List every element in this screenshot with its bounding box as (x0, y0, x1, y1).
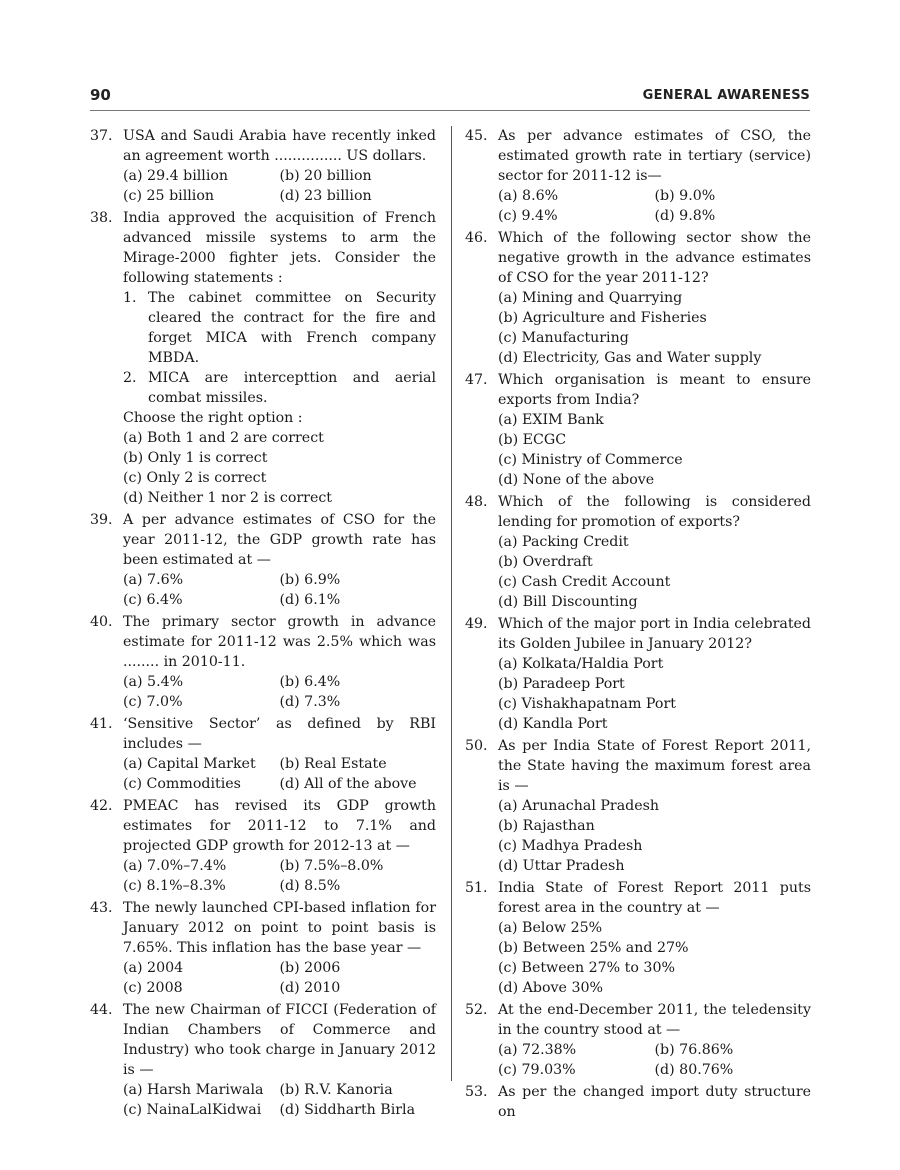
options-list (123, 754, 436, 794)
question-number: 40. (90, 614, 113, 630)
question-text: The primary sector growth in advance estimate for 2011-12 was 2.5% which was ........ in 2010-11. (123, 614, 436, 670)
option: (b) 7.5%–8.0% (279, 858, 384, 874)
question-item (465, 228, 811, 368)
option: (b) 76.86% (654, 1042, 734, 1058)
question-number: 51. (465, 880, 488, 896)
option: (c) 7.0% (123, 694, 183, 710)
options-row (123, 958, 436, 978)
option: (c) NainaLalKidwai (123, 1102, 262, 1118)
option: (c) Between 27% to 30% (498, 960, 675, 976)
options-row (123, 1080, 436, 1100)
statement-text: MICA are intercepttion and aerial combat missiles. (148, 370, 436, 406)
options-list (123, 1080, 436, 1120)
option: (a) 72.38% (498, 1042, 577, 1058)
question-text: ‘Sensitive Sector’ as defined by RBI includes — (123, 716, 436, 752)
option: (a) 5.4% (123, 674, 184, 690)
options-list (123, 672, 436, 712)
options-list (498, 532, 811, 612)
option: (d) 9.8% (654, 208, 716, 224)
question-item (90, 796, 436, 896)
statement-item (123, 288, 436, 368)
option: (c) Cash Credit Account (498, 574, 671, 590)
question-text: At the end-December 2011, the teledensity in the country stood at — (498, 1002, 811, 1038)
option: (a) 8.6% (498, 188, 559, 204)
option: (d) All of the above (279, 776, 417, 792)
question-number: 49. (465, 616, 488, 632)
options-list (123, 570, 436, 610)
question-text: India approved the acquisition of French advanced missile systems to arm the Mirage-2000 fighter jets. Consider the following statements : (123, 210, 436, 286)
option: (b) 9.0% (654, 188, 716, 204)
option: (b) Agriculture and Fisheries (498, 310, 707, 326)
options-row (123, 590, 436, 610)
options-list (498, 918, 811, 998)
question-item (465, 1000, 811, 1080)
question-number: 41. (90, 716, 113, 732)
question-item (465, 370, 811, 490)
question-item (465, 492, 811, 612)
option: (b) Overdraft (498, 554, 593, 570)
question-text: A per advance estimates of CSO for the year 2011-12, the GDP growth rate has been estimated at — (123, 512, 436, 568)
page-header (90, 86, 810, 111)
options-row (123, 774, 436, 794)
option: (d) Neither 1 nor 2 is correct (123, 490, 333, 506)
option: (d) Uttar Pradesh (498, 858, 625, 874)
options-row (498, 1040, 811, 1060)
option: (d) Electricity, Gas and Water supply (498, 350, 762, 366)
question-item (90, 612, 436, 712)
option: (a) Harsh Mariwala (123, 1082, 264, 1098)
option: (c) 9.4% (498, 208, 558, 224)
option: (b) Only 1 is correct (123, 450, 268, 466)
option: (b) ECGC (498, 432, 567, 448)
options-row (498, 206, 811, 226)
question-text: As per India State of Forest Report 2011, the State having the maximum forest area is — (498, 738, 811, 794)
option: (b) Real Estate (279, 756, 387, 772)
options-row (123, 692, 436, 712)
option: (a) Capital Market (123, 756, 256, 772)
question-instruction: Choose the right option : (123, 410, 303, 426)
option: (d) 6.1% (279, 592, 341, 608)
question-text: Which of the major port in India celebrated its Golden Jubilee in January 2012? (498, 616, 811, 652)
options-list (498, 654, 811, 734)
option: (d) 23 billion (279, 188, 372, 204)
question-item (90, 1000, 436, 1120)
option: (d) Kandla Port (498, 716, 608, 732)
question-item (90, 510, 436, 610)
option: (c) Manufacturing (498, 330, 629, 346)
option: (d) Bill Discounting (498, 594, 638, 610)
question-number: 47. (465, 372, 488, 388)
question-text: As per advance estimates of CSO, the estimated growth rate in tertiary (service) sector for 2011-12 is— (498, 128, 811, 184)
options-row (498, 186, 811, 206)
question-number: 53. (465, 1084, 488, 1100)
column-divider (451, 126, 452, 1081)
question-number: 50. (465, 738, 488, 754)
option: (b) Rajasthan (498, 818, 595, 834)
option: (c) 8.1%–8.3% (123, 878, 226, 894)
option: (a) 7.6% (123, 572, 184, 588)
options-row (123, 186, 436, 206)
question-item (465, 1082, 811, 1122)
option: (c) Only 2 is correct (123, 470, 267, 486)
question-text: The new Chairman of FICCI (Federation of Indian Chambers of Commerce and Industry) who took charge in January 2012 is — (123, 1002, 436, 1078)
options-list (498, 796, 811, 876)
options-row (123, 570, 436, 590)
options-row (123, 1100, 436, 1120)
options-list (123, 856, 436, 896)
option: (d) Above 30% (498, 980, 603, 996)
options-list (498, 410, 811, 490)
right-column (465, 126, 811, 1124)
option: (a) Arunachal Pradesh (498, 798, 660, 814)
question-text: PMEAC has revised its GDP growth estimates for 2011-12 to 7.1% and projected GDP growth for 2012-13 at — (123, 798, 436, 854)
options-row (123, 754, 436, 774)
option: (a) Both 1 and 2 are correct (123, 430, 324, 446)
option: (c) 6.4% (123, 592, 183, 608)
question-number: 42. (90, 798, 113, 814)
option: (c) Vishakhapatnam Port (498, 696, 676, 712)
option: (a) EXIM Bank (498, 412, 604, 428)
option: (c) Ministry of Commerce (498, 452, 683, 468)
question-item (90, 898, 436, 998)
question-number: 52. (465, 1002, 488, 1018)
statement-item (123, 368, 436, 408)
option: (a) 7.0%–7.4% (123, 858, 227, 874)
options-list (123, 958, 436, 998)
question-number: 46. (465, 230, 488, 246)
options-list (498, 288, 811, 368)
options-row (123, 672, 436, 692)
question-item (90, 208, 436, 508)
question-number: 48. (465, 494, 488, 510)
options-list (498, 1040, 811, 1080)
option: (c) 2008 (123, 980, 183, 996)
option: (b) 6.9% (279, 572, 341, 588)
options-list (123, 428, 436, 508)
option: (d) 8.5% (279, 878, 341, 894)
option: (b) 2006 (279, 960, 341, 976)
options-list (498, 186, 811, 226)
option: (a) Packing Credit (498, 534, 629, 550)
options-list (123, 166, 436, 206)
option: (c) 25 billion (123, 188, 214, 204)
question-text: USA and Saudi Arabia have recently inked an agreement worth ............... US dollars. (123, 128, 436, 164)
option: (d) 7.3% (279, 694, 341, 710)
option: (a) 29.4 billion (123, 168, 229, 184)
options-row (123, 166, 436, 186)
question-item (90, 714, 436, 794)
option: (b) Paradeep Port (498, 676, 625, 692)
question-number: 45. (465, 128, 488, 144)
question-number: 37. (90, 128, 113, 144)
option: (a) 2004 (123, 960, 184, 976)
question-number: 43. (90, 900, 113, 916)
option: (d) None of the above (498, 472, 655, 488)
option: (c) 79.03% (498, 1062, 576, 1078)
options-row (498, 1060, 811, 1080)
question-number: 38. (90, 210, 113, 226)
options-row (123, 876, 436, 896)
option: (b) 6.4% (279, 674, 341, 690)
options-row (123, 978, 436, 998)
option: (d) 2010 (279, 980, 341, 996)
statement-number: 1. (123, 290, 137, 306)
question-text: Which of the following is considered lending for promotion of exports? (498, 494, 811, 530)
question-number: 39. (90, 512, 113, 528)
question-item (465, 126, 811, 226)
question-number: 44. (90, 1002, 113, 1018)
page-number: 90 (90, 86, 111, 104)
option: (a) Kolkata/Haldia Port (498, 656, 664, 672)
question-text: Which organisation is meant to ensure exports from India? (498, 372, 811, 408)
question-text: The newly launched CPI-based inflation for January 2012 on point to point basis is 7.65%. This inflation has the base year — (123, 900, 436, 956)
option: (a) Mining and Quarrying (498, 290, 683, 306)
option: (c) Madhya Pradesh (498, 838, 643, 854)
question-item (90, 126, 436, 206)
option: (b) 20 billion (279, 168, 372, 184)
question-item (465, 736, 811, 876)
option: (d) 80.76% (654, 1062, 734, 1078)
option: (b) R.V. Kanoria (279, 1082, 393, 1098)
question-text: India State of Forest Report 2011 puts forest area in the country at — (498, 880, 811, 916)
option: (c) Commodities (123, 776, 241, 792)
option: (a) Below 25% (498, 920, 603, 936)
question-text: Which of the following sector show the negative growth in the advance estimates of CSO for the year 2011-12? (498, 230, 811, 286)
question-text: As per the changed import duty structure on (498, 1084, 811, 1120)
question-item (465, 878, 811, 998)
option: (b) Between 25% and 27% (498, 940, 689, 956)
options-row (123, 856, 436, 876)
left-column (90, 126, 436, 1122)
statement-text: The cabinet committee on Security cleared the contract for the fire and forget MICA with French company MBDA. (148, 290, 436, 366)
option: (d) Siddharth Birla (279, 1102, 416, 1118)
statement-number: 2. (123, 370, 137, 386)
section-title: GENERAL AWARENESS (642, 88, 810, 103)
question-item (465, 614, 811, 734)
